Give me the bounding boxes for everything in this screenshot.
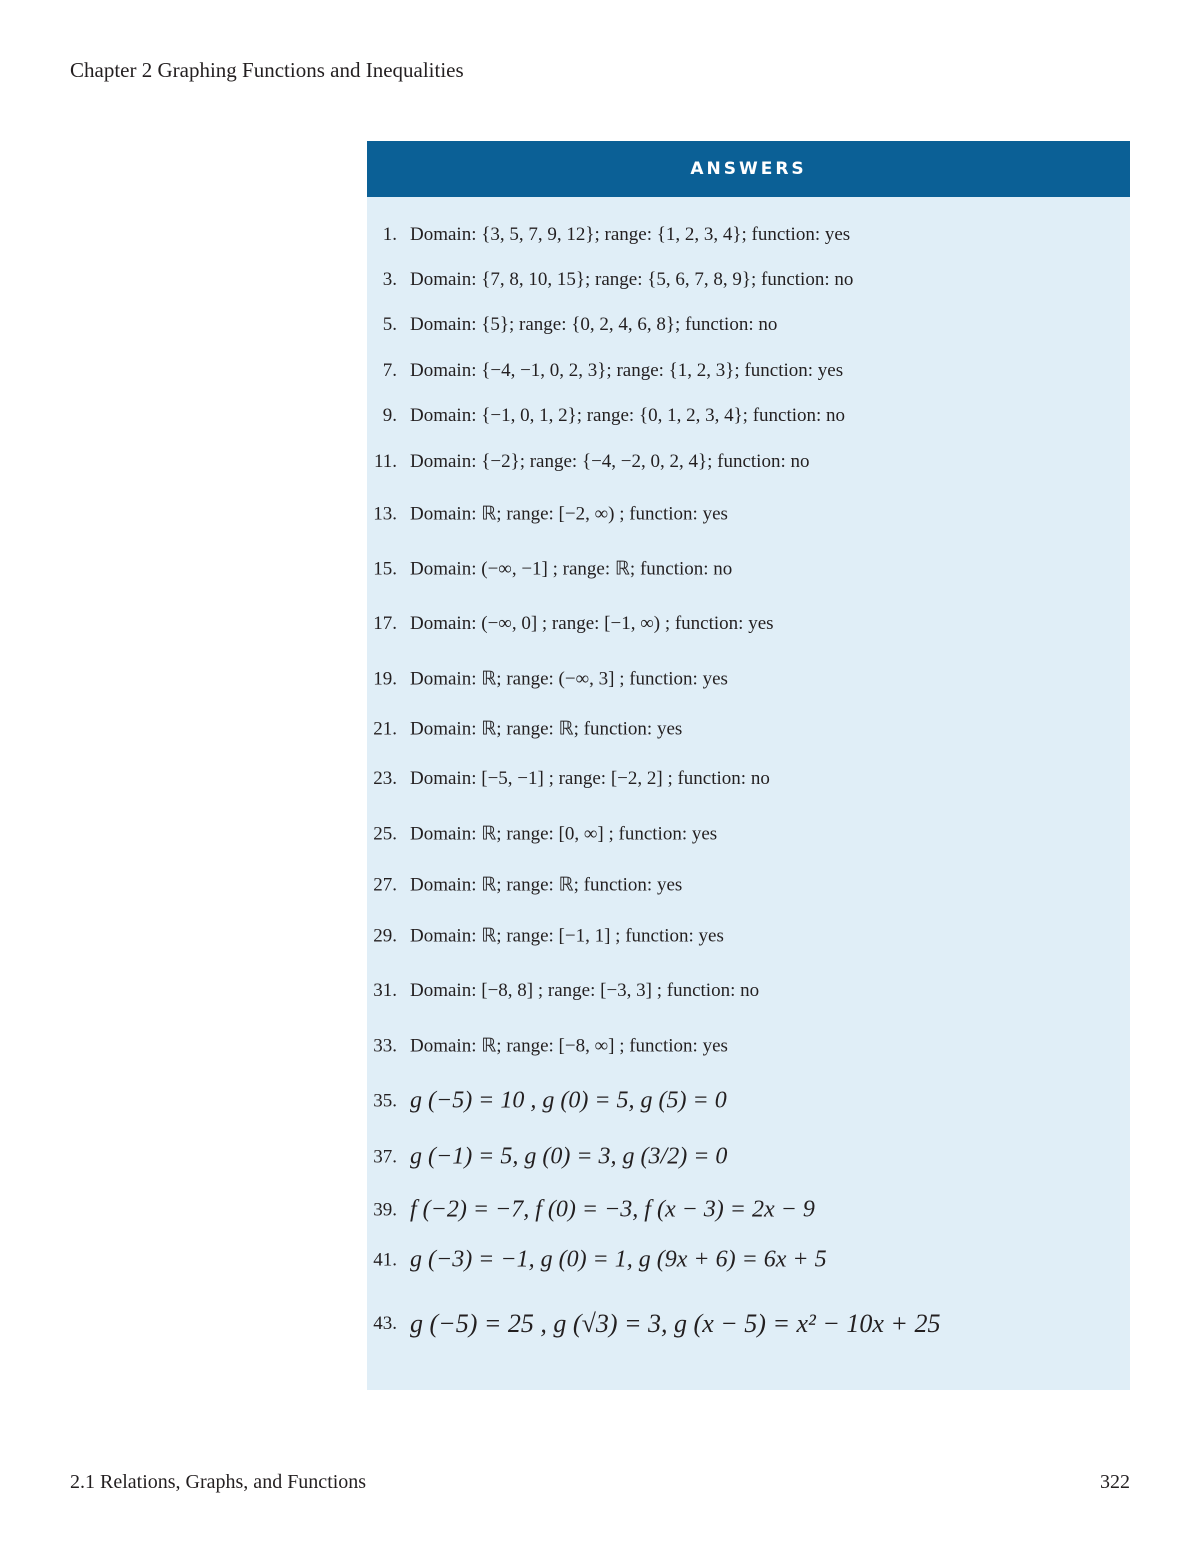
answer-number: 13. [373, 503, 397, 524]
answer-text: Domain: ℝ; range: [−8, ∞] ; function: yes [410, 1035, 728, 1057]
answer-number: 3. [382, 269, 397, 290]
answer-text: Domain: {−2}; range: {−4, −2, 0, 2, 4}; function: no [410, 451, 810, 472]
answer-formula: f (−2) = −7, f (0) = −3, f (x − 3) = 2x − 9 [410, 1196, 815, 1223]
answer-text: Domain: {3, 5, 7, 9, 12}; range: {1, 2, 3, 4}; function: yes [410, 224, 851, 245]
answer-formula: g (−5) = 10 , g (0) = 5, g (5) = 0 [410, 1087, 727, 1114]
answer-item [367, 269, 1130, 291]
answer-number: 37. [373, 1146, 397, 1167]
answer-item [367, 1088, 1130, 1115]
answer-number: 43. [373, 1313, 397, 1334]
answer-number: 11. [373, 451, 397, 472]
answer-item [367, 1144, 1130, 1171]
answer-text: Domain: [−5, −1] ; range: [−2, 2] ; function: no [410, 768, 770, 789]
answer-text: Domain: ℝ; range: ℝ; function: yes [410, 718, 683, 740]
answer-item [367, 718, 1130, 741]
answer-item [367, 668, 1130, 691]
answer-item [367, 314, 1130, 336]
answer-number: 27. [373, 874, 397, 895]
answer-item [367, 224, 1130, 246]
answer-number: 23. [373, 768, 397, 789]
answers-heading: ANSWERS [367, 141, 1130, 197]
answer-text: Domain: ℝ; range: ℝ; function: yes [410, 874, 683, 896]
answer-formula: g (−3) = −1, g (0) = 1, g (9x + 6) = 6x + 5 [410, 1246, 827, 1273]
answer-number: 29. [373, 925, 397, 946]
answer-number: 39. [373, 1199, 397, 1220]
answer-item [367, 768, 1130, 790]
answer-text: Domain: ℝ; range: (−∞, 3] ; function: yes [410, 668, 728, 690]
answer-formula: g (−5) = 25 , g (√3) = 3, g (x − 5) = x² − 10x + 25 [410, 1309, 941, 1338]
answer-item [367, 1309, 1130, 1339]
answer-text: Domain: {−4, −1, 0, 2, 3}; range: {1, 2, 3}; function: yes [410, 360, 844, 381]
footer-section-title: 2.1 Relations, Graphs, and Functions [70, 1471, 367, 1493]
answer-text: Domain: ℝ; range: [−2, ∞) ; function: yes [410, 503, 728, 525]
answer-text: Domain: ℝ; range: [0, ∞] ; function: yes [410, 823, 718, 845]
answer-text: Domain: {5}; range: {0, 2, 4, 6, 8}; function: no [410, 314, 778, 335]
answer-item [367, 558, 1130, 581]
answer-item [367, 1035, 1130, 1058]
answer-item [367, 823, 1130, 846]
answer-text: Domain: ℝ; range: [−1, 1] ; function: yes [410, 925, 724, 947]
chapter-header: Chapter 2 Graphing Functions and Inequalities [70, 58, 464, 82]
answer-text: Domain: (−∞, 0] ; range: [−1, ∞) ; function: yes [410, 613, 774, 634]
answer-text: Domain: {−1, 0, 1, 2}; range: {0, 1, 2, 3, 4}; function: no [410, 405, 846, 426]
answer-text: Domain: [−8, 8] ; range: [−3, 3] ; function: no [410, 980, 760, 1001]
answer-item [367, 360, 1130, 382]
answer-number: 17. [373, 613, 397, 634]
answer-number: 9. [382, 405, 397, 426]
answer-number: 1. [382, 224, 397, 245]
answer-number: 35. [373, 1090, 397, 1111]
answer-number: 21. [373, 718, 397, 739]
answer-item [367, 503, 1130, 526]
answer-text: Domain: {7, 8, 10, 15}; range: {5, 6, 7, 8, 9}; function: no [410, 269, 854, 290]
answer-item [367, 980, 1130, 1002]
answer-number: 41. [373, 1249, 397, 1270]
answer-formula: g (−1) = 5, g (0) = 3, g (3/2) = 0 [410, 1143, 728, 1170]
answers-panel [367, 141, 1130, 1390]
answer-item [367, 405, 1130, 427]
page-number: 322 [1100, 1471, 1130, 1493]
answer-number: 19. [373, 668, 397, 689]
answer-item [367, 1197, 1130, 1224]
answer-number: 33. [373, 1035, 397, 1056]
answer-number: 25. [373, 823, 397, 844]
answer-item [367, 613, 1130, 635]
answer-number: 7. [382, 360, 397, 381]
answer-number: 5. [382, 314, 397, 335]
answer-item [367, 451, 1130, 473]
answer-item [367, 1247, 1130, 1274]
answer-number: 31. [373, 980, 397, 1001]
answer-item [367, 925, 1130, 948]
answer-number: 15. [373, 558, 397, 579]
answer-item [367, 874, 1130, 897]
answer-text: Domain: (−∞, −1] ; range: ℝ; function: no [410, 558, 733, 580]
